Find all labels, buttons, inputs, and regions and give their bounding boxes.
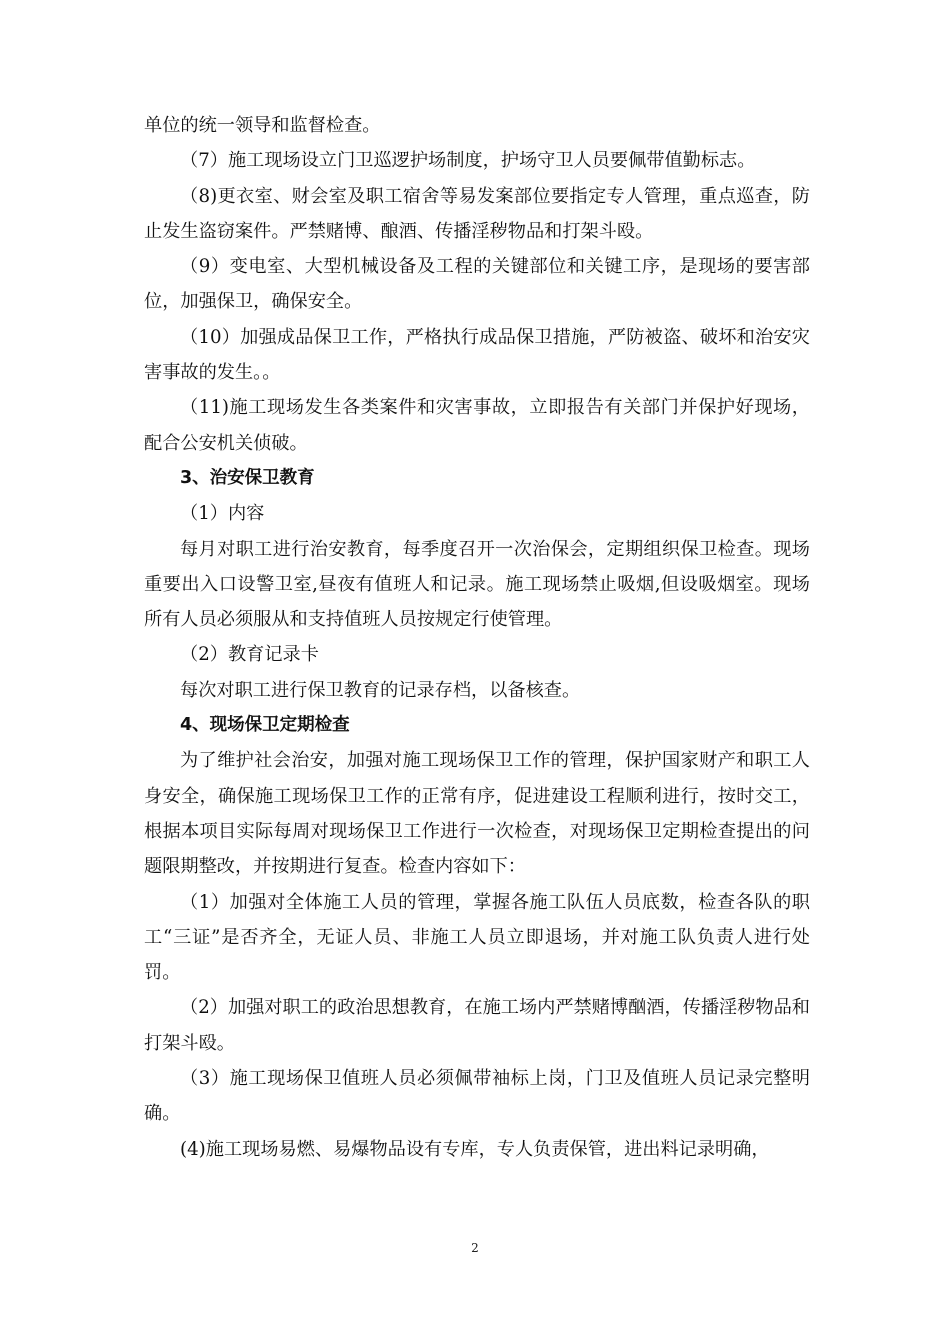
paragraph: 每次对职工进行保卫教育的记录存档，以备核查。 xyxy=(180,679,581,701)
paragraph: （1）内容 xyxy=(180,503,265,525)
paragraph: （2）加强对职工的政治思想教育，在施工场内严禁赌博酗酒，传播淫秽物品和打架斗殴。 xyxy=(144,997,810,1054)
paragraph: （10）加强成品保卫工作，严格执行成品保卫措施，严防被盗、破坏和治安灾害事故的发生。。 xyxy=(144,326,810,384)
paragraph: （3）施工现场保卫值班人员必须佩带袖标上岗，门卫及值班人员记录完整明确。 xyxy=(144,1068,810,1125)
paragraph: （11)施工现场发生各类案件和灾害事故，立即报告有关部门并保护好现场，配合公安机关侦破。 xyxy=(144,397,810,454)
paragraph: （7）施工现场设立门卫巡逻护场制度，护场守卫人员要佩带值勤标志。 xyxy=(180,150,756,172)
section-heading: 3、治安保卫教育 xyxy=(180,467,315,488)
paragraph: （2）教育记录卡 xyxy=(180,644,319,666)
section-heading: 4、现场保卫定期检查 xyxy=(180,715,350,736)
paragraph: （8)更衣室、财会室及职工宿舍等易发案部位要指定专人管理，重点巡查，防止发生盗窃案件。严禁赌博、酿酒、传播淫秽物品和打架斗殴。 xyxy=(144,185,810,242)
paragraph: 单位的统一领导和监督检查。 xyxy=(144,115,381,136)
paragraph: （1）加强对全体施工人员的管理，掌握各施工队伍人员底数，检查各队的职工“三证”是否齐全，无证人员、非施工人员立即退场，并对施工队负责人进行处罚。 xyxy=(144,891,810,984)
document-body xyxy=(144,108,810,1167)
paragraph: 每月对职工进行治安教育，每季度召开一次治保会，定期组织保卫检查。现场重要出入口设警卫室,昼夜有值班人和记录。施工现场禁止吸烟,但设吸烟室。现场所有人员必须服从和支持值班人员按规定行使管理。 xyxy=(144,538,810,631)
paragraph: （9）变电室、大型机械设备及工程的关键部位和关键工序，是现场的要害部位，加强保卫，确保安全。 xyxy=(144,256,810,313)
paragraph: (4)施工现场易燃、易爆物品设有专库，专人负责保管，进出料记录明确， xyxy=(180,1138,770,1160)
page-number: 2 xyxy=(471,1241,479,1255)
paragraph: 为了维护社会治安，加强对施工现场保卫工作的管理，保护国家财产和职工人身安全，确保施工现场保卫工作的正常有序，促进建设工程顺利进行，按时交工，根据本项目实际每周对现场保卫工作进行一次检查，对现场保卫定期检查提出的问题限期整改，并按期进行复查。检查内容如下： xyxy=(144,750,810,878)
